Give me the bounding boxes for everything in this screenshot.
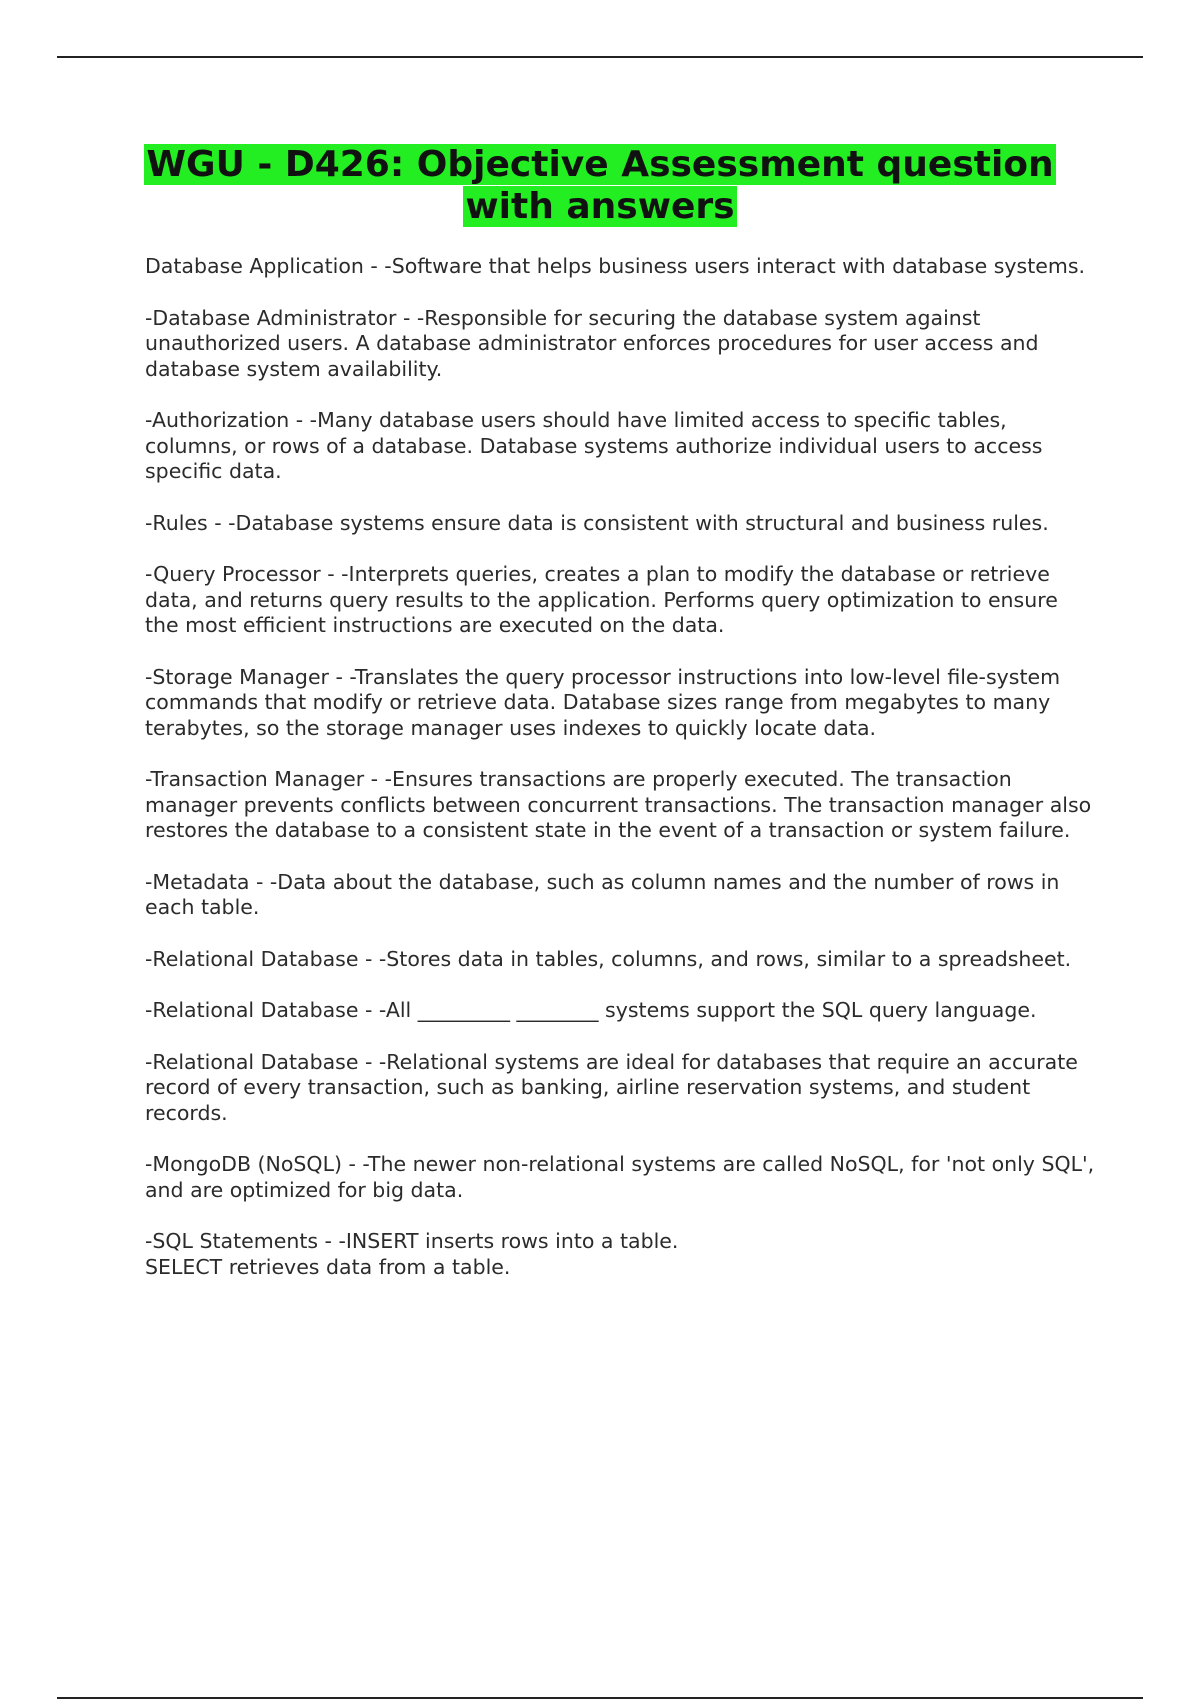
- document-body: [145, 254, 1095, 1306]
- entry-mongodb-nosql: -MongoDB (NoSQL) - -The newer non-relational systems are called NoSQL, for 'not only SQL', and are optimized for big data.: [145, 1152, 1095, 1202]
- entry-rules: -Rules - -Database systems ensure data is consistent with structural and business rules.: [145, 510, 1049, 535]
- entry-relational-database-2: -Relational Database - -All _________ ________ systems support the SQL query language.: [145, 998, 1037, 1022]
- entry-database-application: Database Application - -Software that helps business users interact with database systems.: [145, 254, 1086, 278]
- entry-authorization: -Authorization - -Many database users should have limited access to specific tables, columns, or rows of a database. Database systems authorize individual users to access specific data.: [145, 408, 1043, 483]
- top-rule: [57, 56, 1143, 58]
- entry-storage-manager: -Storage Manager - -Translates the query processor instructions into low-level file-system commands that modify or retrieve data. Database sizes range from megabytes to many terabytes, so the storage manager uses indexes to quickly locate data.: [145, 664, 1061, 740]
- entry-database-administrator: -Database Administrator - -Responsible for securing the database system against unauthorized users. A database administrator enforces procedures for user access and database system availability.: [145, 305, 1039, 381]
- entry-relational-database-1: -Relational Database - -Stores data in tables, columns, and rows, similar to a spreadsheet.: [145, 946, 1072, 971]
- entry-transaction-manager: -Transaction Manager - -Ensures transactions are properly executed. The transaction manager prevents conflicts between concurrent transactions. The transaction manager also restores the database to a consistent state in the event of a transaction or system failure.: [145, 767, 1092, 842]
- entry-query-processor: -Query Processor - -Interprets queries, creates a plan to modify the database or retrieve data, and returns query results to the application. Performs query optimization to ensure the most efficient instructions are executed on the data.: [145, 562, 1058, 637]
- bottom-rule: [57, 1697, 1143, 1699]
- entry-sql-statements: -SQL Statements - -INSERT inserts rows into a table. SELECT retrieves data from a table.: [145, 1229, 679, 1279]
- entry-relational-database-3: -Relational Database - -Relational systems are ideal for databases that require an accurate record of every transaction, such as banking, airline reservation systems, and student records.: [145, 1049, 1078, 1125]
- document-title: [140, 144, 1060, 228]
- document-title-text: WGU - D426: Objective Assessment question with answers: [146, 144, 1054, 227]
- entry-metadata: -Metadata - -Data about the database, such as column names and the number of rows in each table.: [145, 869, 1060, 919]
